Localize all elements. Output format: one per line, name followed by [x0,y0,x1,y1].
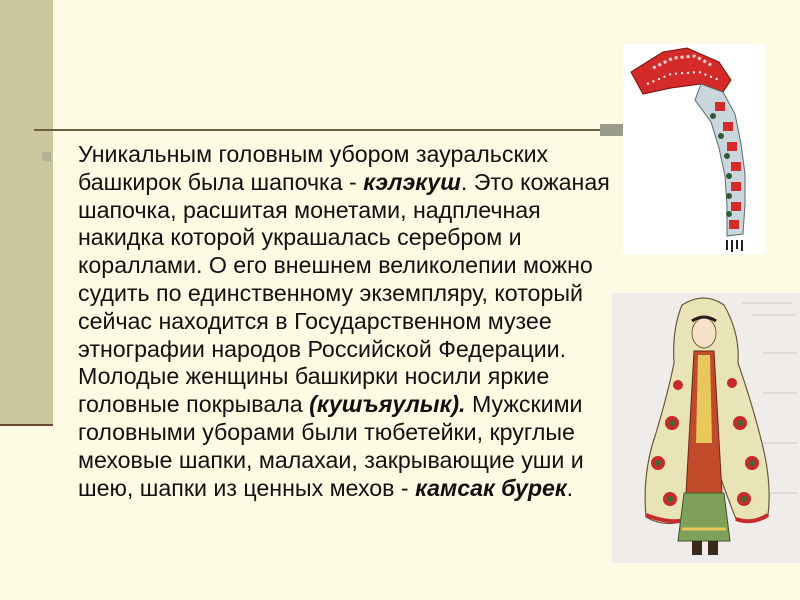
headdress-drawing [623,44,765,254]
term-kamsak-burek: камсак бурек [415,474,567,501]
text-run: . [566,474,574,501]
sidebar-bottom-line [0,424,53,426]
headdress-image [623,44,765,254]
decorative-sidebar [0,0,53,426]
woman-drawing [612,293,800,563]
title-divider [34,129,602,131]
term-kelekush: кэлэкуш [363,168,461,195]
text-run: Мужскими головными уборами были тюбетейки, круглые меховые шапки, малахаи, закрывающие уши и шею, шапки из ценных мехов - [78,391,584,501]
body-paragraph [78,141,618,502]
woman-costume-image [612,293,800,563]
bullet-marker [42,152,51,161]
text-run: Уникальным головным убором зауральских башкирок была шапочка - [78,141,549,195]
text-run: . Это кожаная шапочка, расшитая монетами, надплечная накидка которой украшалась серебром и кораллами. О его внешнем великолепии можно судить по единственному экземпляру, который сейчас находится в Государственном музее этнографии народов Российской Федерации. Молодые женщины башкирки носили яркие головные покрывала [78,168,610,418]
term-kushyaulyk: (кушъяулык). [309,391,466,418]
